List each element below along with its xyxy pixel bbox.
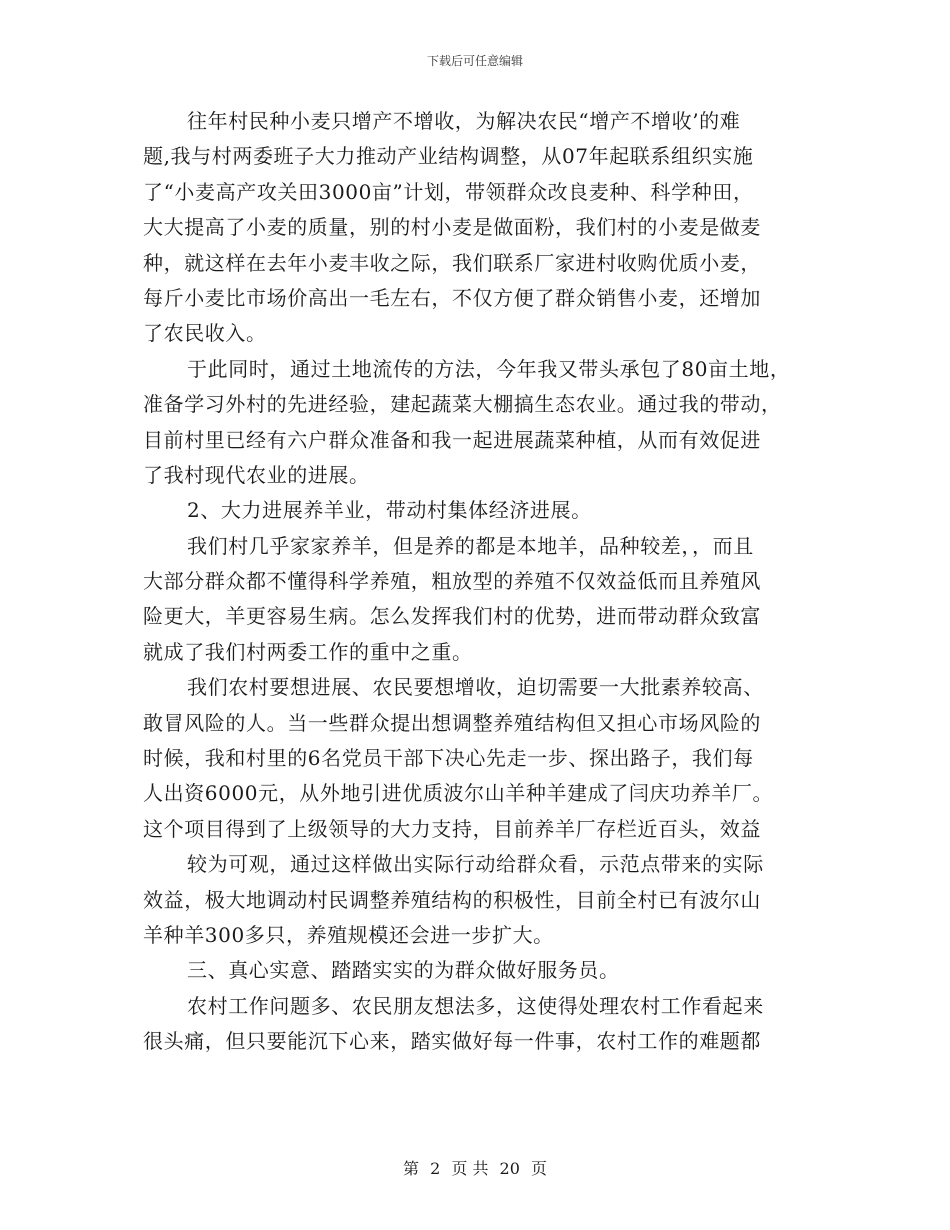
text-line: 了农民收入。	[143, 321, 267, 346]
text-line: 每斤小麦比市场价高出一毛左右，不仅方便了群众销售小麦，还增加	[143, 285, 761, 310]
text-line: 羊种羊300多只，养殖规模还会进一步扩大。	[143, 922, 554, 947]
footer-page-number: 2	[430, 1159, 441, 1178]
text-line: 很头痛，但只要能沉下心来，踏实做好每一件事，农村工作的难题都	[143, 1029, 761, 1054]
page-header: 下载后可任意编辑	[426, 54, 523, 68]
text-line: 了“小麦高产攻关田3000亩”计划，带领群众改良麦种、科学种田，	[143, 179, 754, 204]
text-line: 三、真心实意、踏踏实实的为群众做好服务员。	[187, 958, 620, 983]
text-line: 2、大力进展养羊业，带动村集体经济进展。	[187, 498, 592, 523]
text-line: 大大提高了小麦的质量，别的村小麦是做面粉，我们村的小麦是做麦	[143, 215, 761, 240]
text-line: 目前村里已经有六户群众准备和我一起进展蔬菜种植，从而有效促进	[143, 427, 761, 452]
text-line: 人出资6000元，从外地引进优质波尔山羊种羊建成了闫庆功养羊厂。	[143, 781, 774, 806]
text-line: 往年村民种小麦只增产不增收，为解决农民“增产不增收’的难	[187, 109, 741, 133]
footer-total-pages: 20	[499, 1159, 520, 1178]
text-line: 题,我与村两委班子大力推动产业结构调整，从07年起联系组织实施	[143, 144, 754, 169]
text-line: 就成了我们村两委工作的重中之重。	[143, 639, 473, 664]
text-line: 了我村现代农业的进展。	[143, 462, 370, 487]
text-line: 敢冒风险的人。当一些群众提出想调整养殖结构但又担心市场风险的	[143, 710, 761, 735]
page-footer	[0, 1156, 950, 1179]
text-line: 我们村几乎家家养羊，但是养的都是本地羊，品种较差，，而且	[187, 533, 754, 558]
text-line: 我们农村要想进展、农民要想增收，迫切需要一大批素养较高、	[187, 675, 764, 700]
text-line: 较为可观，通过这样做出实际行动给群众看，示范点带来的实际	[187, 852, 764, 877]
document-body	[143, 104, 823, 1060]
footer-prefix: 第	[402, 1159, 419, 1178]
text-line: 大部分群众都不懂得科学养殖，粗放型的养殖不仅效益低而且养殖风	[143, 569, 761, 594]
text-line: 农村工作问题多、农民朋友想法多，这使得处理农村工作看起来	[187, 993, 764, 1018]
text-line: 效益，极大地调动村民调整养殖结构的积极性，目前全村已有波尔山	[143, 887, 761, 912]
text-line: 于此同时，通过土地流传的方法，今年我又带头承包了80亩土地，	[187, 356, 791, 381]
text-line: 险更大，羊更容易生病。怎么发挥我们村的优势，进而带动群众致富	[143, 604, 761, 629]
footer-middle: 页 共	[451, 1159, 489, 1178]
text-line: 时候，我和村里的6名党员干部下决心先走一步、探出路子，我们每	[143, 746, 754, 771]
text-line: 准备学习外村的先进经验，建起蔬菜大棚搞生态农业。通过我的带动，	[143, 392, 782, 417]
text-line: 种，就这样在去年小麦丰收之际，我们联系厂家进村收购优质小麦，	[143, 250, 761, 275]
footer-suffix: 页	[531, 1159, 548, 1178]
text-line: 这个项目得到了上级领导的大力支持，目前养羊厂存栏近百头，效益	[143, 816, 761, 841]
